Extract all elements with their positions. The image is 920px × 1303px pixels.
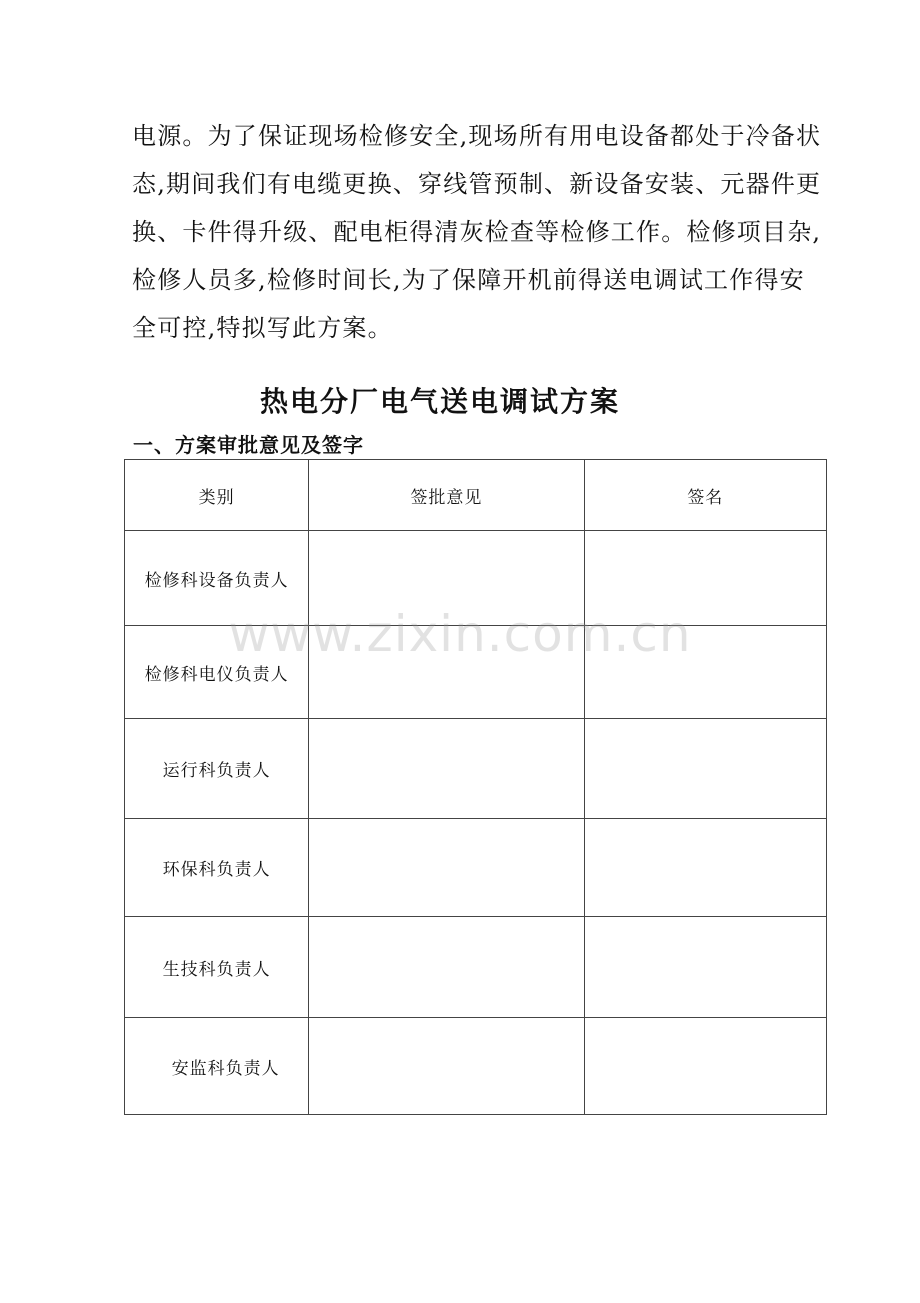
intro-line: 检修人员多,检修时间长,为了保障开机前得送电调试工作得安 [132, 266, 805, 294]
row-category: 生技科负责人 [125, 917, 309, 1018]
row-category: 检修科电仪负责人 [125, 626, 309, 719]
table-row [125, 1018, 827, 1115]
intro-line: 换、卡件得升级、配电柜得清灰检查等检修工作。检修项目杂, [132, 218, 822, 246]
header-signature: 签名 [584, 460, 826, 531]
intro-line: 全可控,特拟写此方案。 [132, 314, 393, 342]
opinion-cell[interactable] [309, 626, 584, 719]
opinion-cell[interactable] [309, 1018, 584, 1115]
signature-cell[interactable] [584, 819, 826, 917]
row-category: 安监科负责人 [125, 1018, 309, 1115]
signature-cell[interactable] [584, 531, 826, 626]
section-heading: 一、方案审批意见及签字 [133, 433, 364, 457]
table-row [125, 719, 827, 819]
signature-cell[interactable] [584, 719, 826, 819]
document-title: 热电分厂电气送电调试方案 [259, 385, 620, 418]
approval-table [124, 459, 827, 1115]
signature-cell[interactable] [584, 626, 826, 719]
opinion-cell[interactable] [309, 719, 584, 819]
table-row [125, 531, 827, 626]
intro-line: 电源。为了保证现场检修安全,现场所有用电设备都处于冷备状 [132, 122, 822, 150]
table-header-row [125, 460, 827, 531]
row-category: 检修科设备负责人 [125, 531, 309, 626]
header-opinion: 签批意见 [309, 460, 584, 531]
intro-paragraph [132, 112, 822, 352]
signature-cell[interactable] [584, 1018, 826, 1115]
row-category: 环保科负责人 [125, 819, 309, 917]
signature-cell[interactable] [584, 917, 826, 1018]
table-row [125, 626, 827, 719]
opinion-cell[interactable] [309, 531, 584, 626]
header-category: 类别 [125, 460, 309, 531]
row-category: 运行科负责人 [125, 719, 309, 819]
intro-line: 态,期间我们有电缆更换、穿线管预制、新设备安装、元器件更 [132, 170, 822, 198]
opinion-cell[interactable] [309, 917, 584, 1018]
table-row [125, 917, 827, 1018]
opinion-cell[interactable] [309, 819, 584, 917]
table-row [125, 819, 827, 917]
watermark: www.zixin.com.cn [228, 605, 692, 663]
